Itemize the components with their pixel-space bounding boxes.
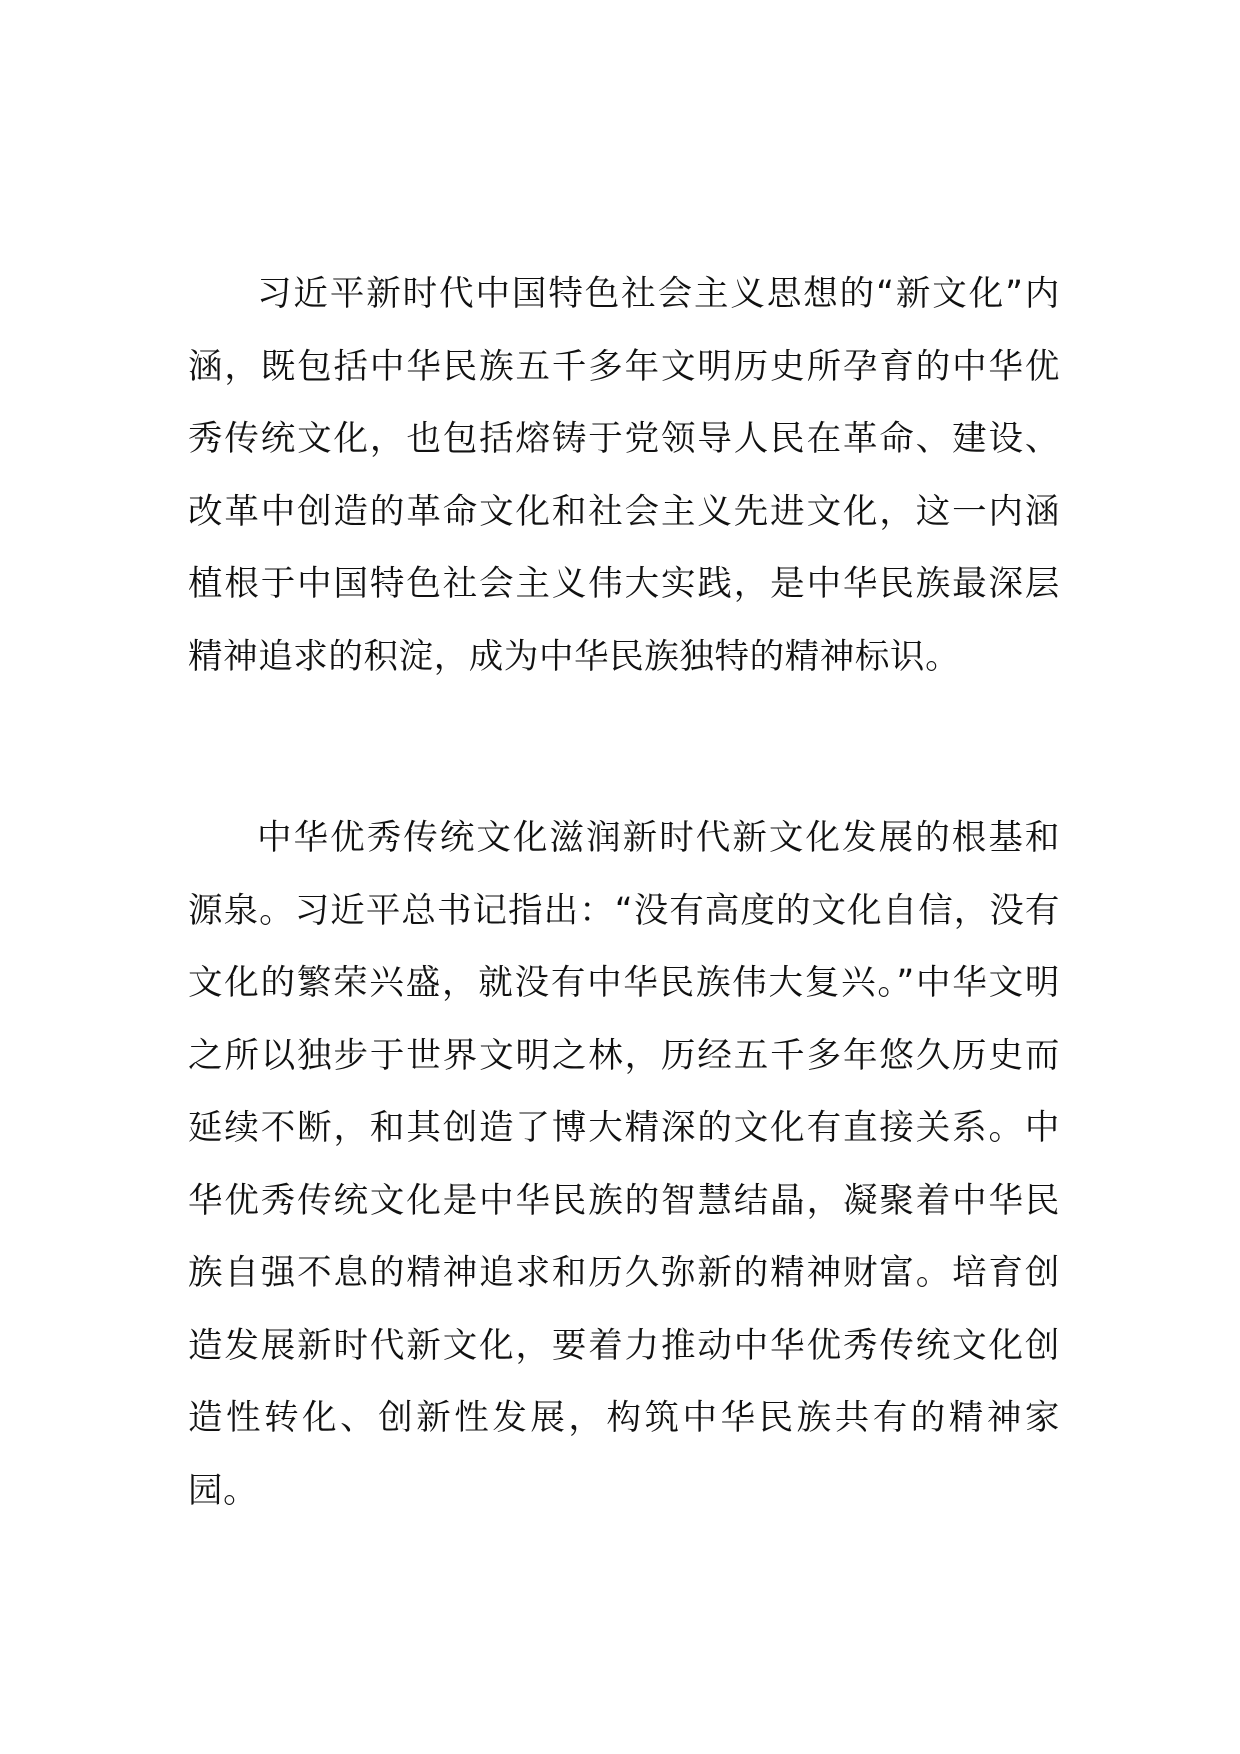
- paragraph-new-culture-connotation: 习近平新时代中国特色社会主义思想的“新文化”内涵，既包括中华民族五千多年文明历史所孕育的中华优秀传统文化，也包括熔铸于党领导人民在革命、建设、改革中创造的革命文化和社会主义先进文化，这一内涵植根于中国特色社会主义伟大实践，是中华民族最深层精神追求的积淀，成为中华民族独特的精神标识。: [188, 274, 1060, 677]
- paragraph-traditional-culture-roots: 中华优秀传统文化滋润新时代新文化发展的根基和源泉。习近平总书记指出：“没有高度的文化自信，没有文化的繁荣兴盛，就没有中华民族伟大复兴。”中华文明之所以独步于世界文明之林，历经五千多年悠久历史而延续不断，和其创造了博大精深的文化有直接关系。中华优秀传统文化是中华民族的智慧结晶，凝聚着中华民族自强不息的精神追求和历久弥新的精神财富。培育创造发展新时代新文化，要着力推动中华优秀传统文化创造性转化、创新性发展，构筑中华民族共有的精神家园。: [188, 818, 1060, 1511]
